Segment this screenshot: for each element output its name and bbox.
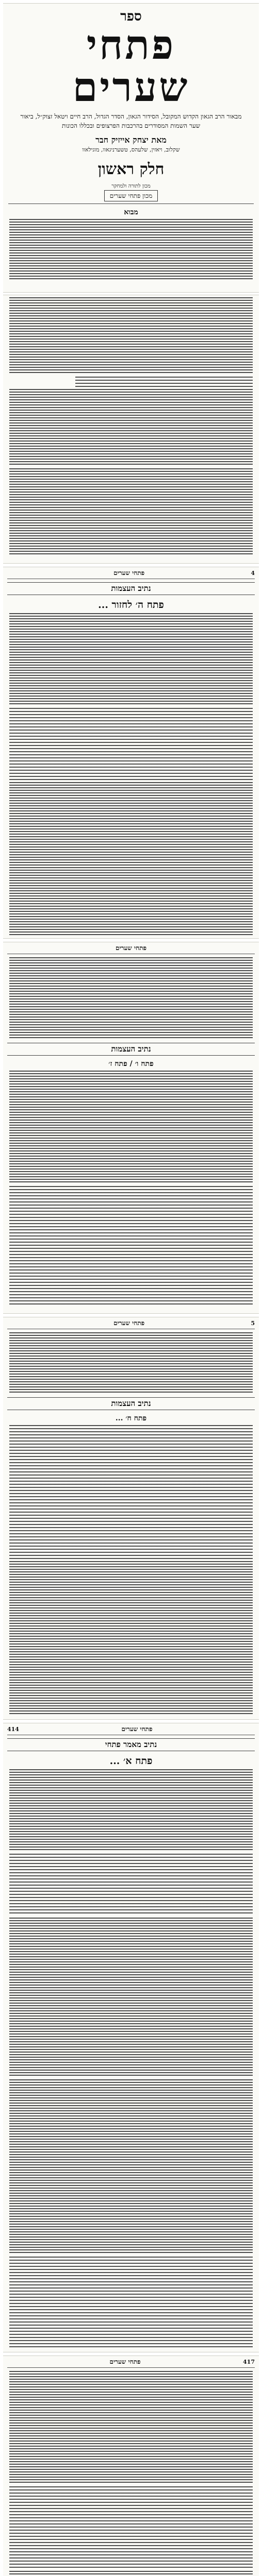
running-header — [7, 1319, 255, 1329]
running-header — [7, 944, 255, 954]
publisher-label: מכון לתורה ולמחקר — [111, 183, 151, 189]
intro-text-block — [9, 219, 253, 281]
text-block — [9, 1071, 253, 1184]
book-page — [3, 567, 259, 939]
text-block — [9, 2257, 253, 2349]
running-header — [7, 1725, 255, 1735]
page-number: 417 — [243, 2359, 255, 2365]
section-heading: נתיב העצמות — [7, 1043, 255, 1056]
text-block — [9, 1332, 253, 1394]
title-pre: ספר — [120, 9, 142, 24]
book-title-line-2: שערים — [72, 63, 190, 111]
text-block — [9, 1769, 253, 1852]
text-block — [9, 2079, 253, 2255]
author-name: יצחק אייזיק חבר — [95, 134, 149, 145]
text-block — [9, 389, 253, 466]
subsection-heading: פתח א׳ ... — [109, 1755, 153, 1767]
publisher-box: מכון פתחי שערים — [104, 190, 158, 201]
page-number: 4 — [251, 570, 255, 577]
text-block — [9, 708, 253, 780]
running-header — [7, 2358, 255, 2368]
subsection-heading: פתח ו׳ / פתח ז׳ — [108, 1060, 154, 1068]
part-heading: חלק ראשון — [97, 160, 165, 178]
page-number: 5 — [251, 1320, 255, 1327]
running-title: פתחי שערים — [115, 944, 147, 952]
author-line — [3, 135, 259, 145]
book-subtitle: מבאור הרב הגאון הקדוש המקובל, הסידור הגאון, הסדר הגדול, הרב חיים ויטאל זצוק״ל, ביאור שער השמות המסודרים בהרכבות הפרצופים ובכללו הכונות — [20, 112, 242, 130]
section-heading: נתיב העצמות — [7, 1397, 255, 1410]
text-block — [9, 1425, 253, 1559]
text-block — [9, 2486, 253, 2569]
text-block — [9, 468, 253, 556]
book-page — [3, 942, 259, 1314]
running-title: פתחי שערים — [113, 569, 145, 577]
text-block — [9, 1561, 253, 1716]
subsection-heading: פתח ה׳ לחזור ... — [98, 599, 164, 611]
book-title-line-1: פתחי — [86, 22, 176, 69]
page-number: 414 — [7, 1726, 19, 1733]
running-header — [7, 569, 255, 579]
author-prefix: מאת — [151, 134, 167, 145]
book-page — [3, 1317, 259, 1720]
place-line: שקלוב, ויאזין, שלעהס, טשערניגאוו, מוגילאוו — [82, 146, 180, 153]
text-block — [9, 297, 253, 375]
text-block — [9, 1918, 253, 2077]
text-block — [9, 782, 253, 937]
running-title: פתחי שערים — [113, 1319, 145, 1327]
book-page — [3, 2355, 259, 2576]
running-title: פתחי שערים — [121, 1725, 153, 1733]
text-block — [9, 1854, 253, 1916]
running-title: פתחי שערים — [109, 2358, 141, 2365]
section-heading: נתיב מאמר פתחי — [7, 1738, 255, 1751]
book-page — [3, 1723, 259, 2352]
text-block — [9, 613, 253, 706]
text-block — [9, 2571, 253, 2576]
text-block — [9, 1186, 253, 1304]
subsection-heading: פתח ח׳ ... — [115, 1414, 147, 1422]
intro-heading: מבוא — [124, 208, 138, 216]
text-block — [9, 2371, 253, 2484]
text-block — [75, 377, 253, 387]
intro-page — [3, 295, 259, 564]
title-page — [3, 3, 259, 293]
section-heading: נתיב העצמות — [7, 582, 255, 595]
text-block — [9, 957, 253, 1040]
